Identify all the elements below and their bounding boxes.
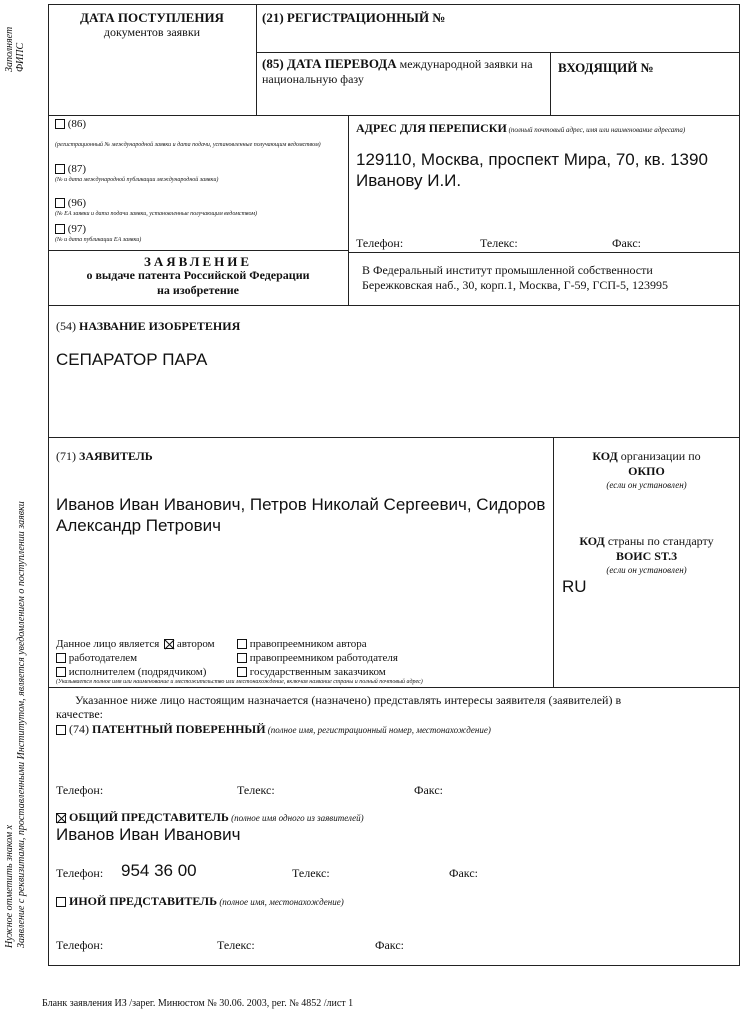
role-state-customer: государственным заказчиком: [237, 666, 386, 678]
checkbox-contractor[interactable]: [56, 667, 66, 677]
checkbox-86[interactable]: [55, 119, 65, 129]
role-row-1: Данное лицо является автором: [56, 638, 215, 650]
side-note-mark: Нужное отметить знаком х: [4, 824, 15, 948]
role-successor-employer: правопреемником работодателя: [237, 652, 398, 664]
country-note: (если он установлен): [606, 565, 687, 575]
statement-line-2: о выдаче патента Российской Федерации: [86, 268, 310, 282]
country-code-label: КОД страны по стандарту: [579, 534, 714, 548]
role-note: (Указывается полное имя или наименование и местожительство или местонахождение, включая название страны и полный почтовый адрес): [56, 679, 423, 685]
other-fax-label: Факс:: [375, 938, 404, 952]
address-line-2: Иванову И.И.: [356, 171, 462, 190]
institute-line-1: В Федеральный институт промышленной собственности: [362, 263, 653, 277]
attorney-label: (74) ПАТЕНТНЫЙ ПОВЕРЕННЫЙ (полное имя, регистрационный номер, местонахождение): [56, 722, 491, 737]
other-representative-label: ИНОЙ ПРЕДСТАВИТЕЛЬ (полное имя, местонахождение): [56, 894, 344, 909]
common-phone-label: Телефон:: [56, 866, 104, 880]
address-fax-label: Факс:: [612, 236, 641, 250]
checkbox-successor-author[interactable]: [237, 639, 247, 649]
common-fax-label: Факс:: [449, 866, 478, 880]
attorney-phone-label: Телефон:: [56, 783, 104, 797]
attorney-fax-label: Факс:: [414, 783, 443, 797]
address-line-1: 129110, Москва, проспект Мира, 70, кв. 1390: [356, 150, 708, 169]
institute-line-2: Бережковская наб., 30, корп.1, Москва, Г-59, ГСП-5, 123995: [362, 278, 669, 292]
checkbox-state-customer[interactable]: [237, 667, 247, 677]
code-86-note: (регистрационный № международной заявки и дата подачи, установленные получающим ведомством): [55, 142, 321, 148]
code-96-row: (96): [55, 197, 86, 209]
checkbox-87[interactable]: [55, 164, 65, 174]
checkbox-97[interactable]: [55, 224, 65, 234]
side-note-fips: Заполняет ФИПС: [4, 26, 26, 72]
common-telex-label: Телекс:: [292, 866, 330, 880]
representative-intro-2: качестве:: [56, 707, 103, 721]
invention-title-label: (54) НАЗВАНИЕ ИЗОБРЕТЕНИЯ: [56, 319, 241, 333]
attorney-telex-label: Телекс:: [237, 783, 275, 797]
okpo-note: (если он установлен): [606, 480, 687, 490]
country-value: RU: [562, 577, 587, 596]
reg-number-label: (21) РЕГИСТРАЦИОННЫЙ №: [262, 10, 446, 25]
address-phone-label: Телефон:: [356, 236, 404, 250]
applicant-names-line-1: Иванов Иван Иванович, Петров Николай Сергеевич, Сидоров: [56, 495, 546, 514]
okpo-code-label: КОД организации по: [592, 449, 701, 463]
checkbox-other-representative[interactable]: [56, 897, 66, 907]
applicant-label: (71) ЗАЯВИТЕЛЬ: [56, 449, 153, 463]
checkbox-96[interactable]: [55, 198, 65, 208]
address-title: АДРЕС ДЛЯ ПЕРЕПИСКИ (полный почтовый адрес, имя или наименование адресата): [356, 121, 686, 135]
representative-intro-1: Указанное ниже лицо настоящим назначается (назначено) представлять интересы заявителя (заявителей) в: [75, 693, 622, 707]
statement-title: ЗАЯВЛЕНИЕ: [143, 254, 253, 269]
other-phone-label: Телефон:: [56, 938, 104, 952]
country-standard: ВОИС ST.3: [615, 549, 678, 563]
checkbox-employer[interactable]: [56, 653, 66, 663]
checkbox-author[interactable]: [164, 639, 174, 649]
role-successor-author: правопреемником автора: [237, 638, 367, 650]
side-note-application: Заявление с реквизитами, проставленными Институтом, является уведомлением о поступлении заявки: [16, 501, 27, 948]
checkbox-common-representative[interactable]: [56, 813, 66, 823]
statement-line-3: на изобретение: [157, 283, 239, 297]
checkbox-attorney[interactable]: [56, 725, 66, 735]
okpo-name: ОКПО: [628, 464, 665, 478]
code-97-row: (97): [55, 223, 86, 235]
invention-name: СЕПАРАТОР ПАРА: [56, 350, 208, 369]
role-employer: работодателем: [56, 652, 137, 664]
receipt-date-sub: документов заявки: [103, 25, 201, 39]
code-86-row: (86): [55, 118, 86, 130]
other-telex-label: Телекс:: [217, 938, 255, 952]
common-representative-label: ОБЩИЙ ПРЕДСТАВИТЕЛЬ (полное имя одного из заявителей): [56, 810, 364, 825]
checkbox-successor-employer[interactable]: [237, 653, 247, 663]
common-phone-value: 954 36 00: [121, 861, 197, 880]
address-telex-label: Телекс:: [480, 236, 518, 250]
receipt-date-title: ДАТА ПОСТУПЛЕНИЯ: [80, 10, 224, 25]
common-representative-name: Иванов Иван Иванович: [56, 825, 241, 844]
transfer-date-label: (85) ДАТА ПЕРЕВОДА международной заявки на национальную фазу: [262, 56, 533, 86]
role-contractor: исполнителем (подрядчиком): [56, 666, 206, 678]
applicant-names-line-2: Александр Петрович: [56, 516, 221, 535]
code-87-row: (87): [55, 163, 86, 175]
code-96-note: (№ ЕА заявки и дата подачи заявки, установленные получающим ведомством): [55, 211, 258, 217]
incoming-number-label: ВХОДЯЩИЙ №: [558, 60, 654, 75]
code-87-note: (№ и дата международной публикации международной заявки): [55, 177, 219, 183]
code-97-note: (№ и дата публикации ЕА заявки): [55, 237, 142, 243]
form-footer: Бланк заявления ИЗ /зарег. Минюстом № 30.06. 2003, рег. № 4852 /лист 1: [42, 998, 354, 1009]
